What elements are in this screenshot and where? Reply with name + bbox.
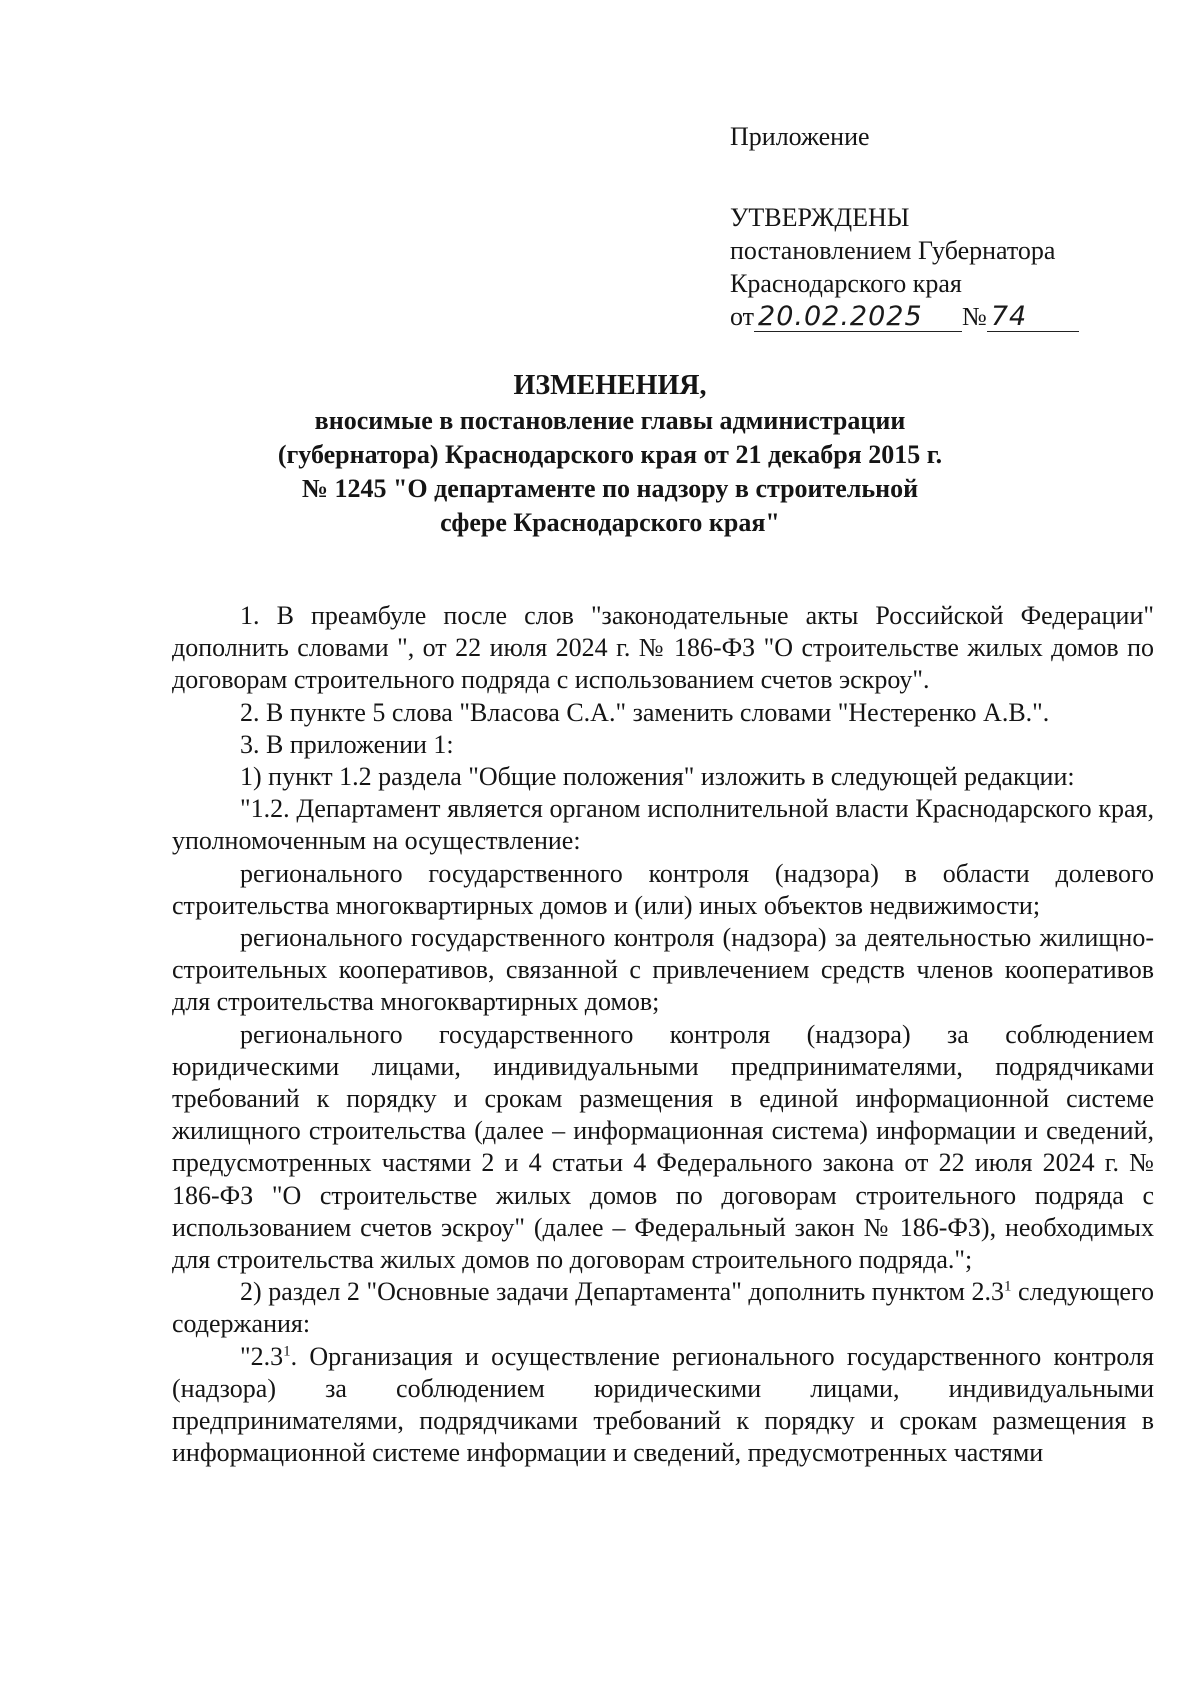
paragraph-10 [172, 1341, 1154, 1470]
document-body [172, 600, 1154, 1469]
title-line-2: (губернатора) Краснодарского края от 21 декабря 2015 г. [277, 440, 943, 469]
paragraph-10-text: "2.3 [240, 1341, 284, 1371]
paragraph-9 [172, 1276, 1154, 1340]
from-label: от [730, 302, 755, 331]
document-title [160, 368, 1060, 540]
approved-by-line-2: Краснодарского края [730, 269, 962, 298]
paragraph-6: регионального государственного контроля (надзора) в области долевого строительства многоквартирных домов и (или) иных объектов недвижимости; [172, 858, 1154, 920]
approved-label: УТВЕРЖДЕНЫ [730, 203, 910, 232]
paragraph-2: 2. В пункте 5 слова "Власова С.А." заменить словами "Нестеренко А.В.". [240, 697, 1050, 727]
paragraph-10-text-end: . Организация и осуществление регионального государственного контроля (надзора) за соблюдением юридическими лицами, индивидуальными предпринимателями, подрядчиками требований к порядку и срокам размещения в информационной системе информации и сведений, предусмотренных частями [172, 1341, 1154, 1468]
approval-block [730, 120, 1150, 333]
date-number-line [730, 300, 1150, 333]
appendix-label: Приложение [730, 122, 870, 151]
handwritten-date: 20.02.2025 [754, 303, 962, 332]
paragraph-7: регионального государственного контроля (надзора) за деятельностью жилищно-строительных кооперативов, связанной с привлечением средств членов кооперативов для строительства многоквартирных домов; [172, 923, 1154, 1017]
paragraph-1: 1. В преамбуле после слов "законодательные акты Российской Федерации" дополнить словами ", от 22 июля 2024 г. № 186-ФЗ "О строительстве жилых домов по договорам строительного подряда с использованием счетов эскроу". [172, 601, 1154, 695]
superscript: 1 [283, 1343, 291, 1360]
number-label: № [962, 302, 987, 331]
title-line-4: сфере Краснодарского края" [440, 508, 780, 537]
paragraph-9-text: 2) раздел 2 "Основные задачи Департамента" дополнить пунктом 2.3 [240, 1277, 1004, 1307]
approved-by-line-1: постановлением Губернатора [730, 236, 1056, 265]
paragraph-9-text-end: следующего содержания: [172, 1277, 1154, 1339]
title-line-3: № 1245 "О департаменте по надзору в строительной [301, 474, 919, 503]
paragraph-3: 3. В приложении 1: [240, 729, 454, 759]
title-main: ИЗМЕНЕНИЯ, [513, 370, 707, 401]
title-line-1: вносимые в постановление главы администрации [314, 406, 906, 435]
paragraph-8: регионального государственного контроля (надзора) за соблюдением юридическими лицами, индивидуальными предпринимателями, подрядчиками требований к порядку и срокам размещения в единой информационной системе жилищного строительства (далее – информационная система) информации и сведений, предусмотренных частями 2 и 4 статьи 4 Федерального закона от 22 июля 2024 г. № 186-ФЗ "О строительстве жилых домов по договорам строительного подряда с использованием счетов эскроу" (далее – Федеральный закон № 186-ФЗ), необходимых для строительства жилых домов по договорам строительного подряда."; [172, 1019, 1154, 1275]
paragraph-5: "1.2. Департамент является органом исполнительной власти Краснодарского края, уполномоченным на осуществление: [172, 794, 1154, 856]
superscript: 1 [1003, 1278, 1012, 1295]
handwritten-number: 74 [987, 303, 1079, 332]
paragraph-4: 1) пункт 1.2 раздела "Общие положения" изложить в следующей редакции: [240, 762, 1075, 792]
